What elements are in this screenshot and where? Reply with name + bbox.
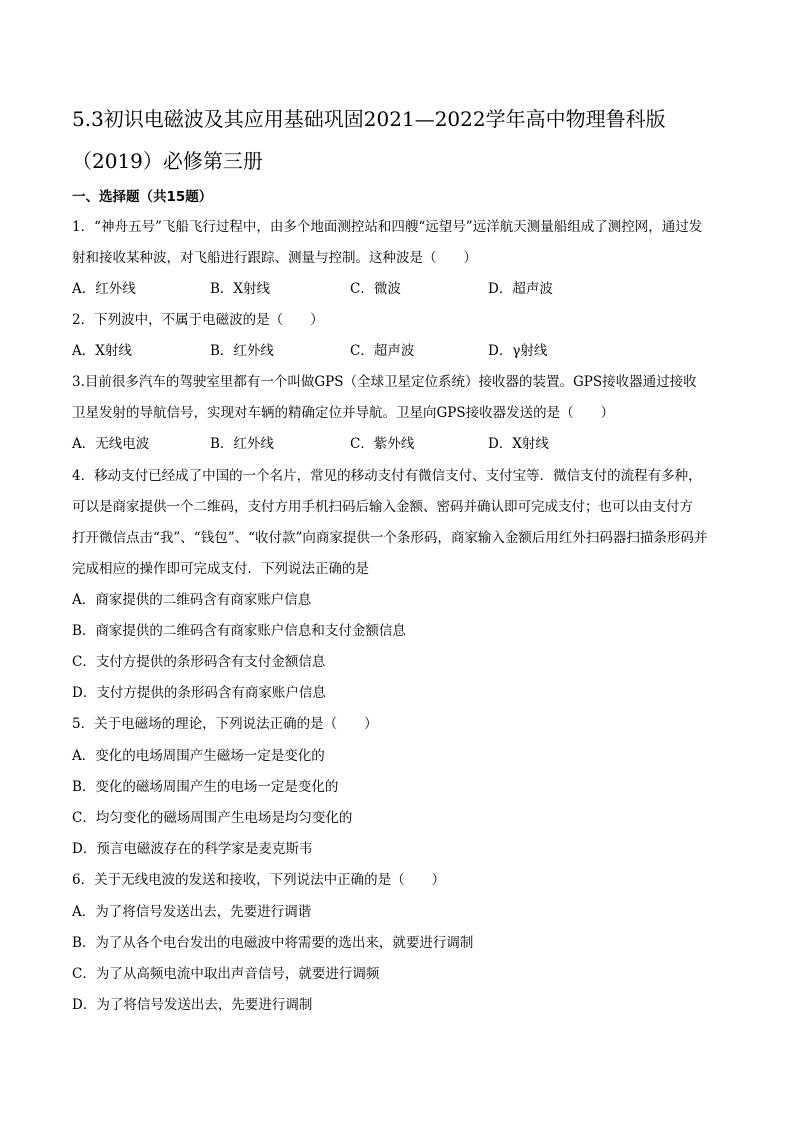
question-3-line-2: 卫星发射的导航信号，实现对车辆的精确定位并导航。卫星向GPS接收器发送的是（ ） [72,405,615,421]
question-4-option-a: A．商家提供的二维码含有商家账户信息 [72,592,312,608]
question-1-option-b: B．X射线 [210,281,271,297]
question-5-line-1: 5．关于电磁场的理论，下列说法正确的是（ ） [72,716,378,732]
question-5-option-c: C．均匀变化的磁场周围产生电场是均匀变化的 [72,810,353,826]
question-1-line-2: 射和接收某种波，对飞船进行跟踪、测量与控制。这种波是（ ） [72,250,477,266]
question-2-options [72,341,732,361]
question-4-line-3: 打开微信点击“我”、“钱包”、“收付款”向商家提供一个条形码，商家输入金额后用红外扫码器扫描条形码并 [72,530,708,546]
question-5-option-a: A．变化的电场周围产生磁场一定是变化的 [72,748,325,764]
question-3-line-1: 3.目前很多汽车的驾驶室里都有一个叫做GPS（全球卫星定位系统）接收器的装置。GPS接收器通过接收 [72,374,697,390]
question-2-option-b: B．红外线 [210,343,274,359]
question-6-option-b: B．为了从各个电台发出的电磁波中将需要的选出来，就要进行调制 [72,935,474,951]
question-3-option-a: A．无线电波 [72,436,150,452]
question-1-option-a: A．红外线 [72,281,136,297]
question-1-option-d: D．超声波 [488,281,553,297]
question-6-option-c: C．为了从高频电流中取出声音信号，就要进行调频 [72,966,380,982]
question-4-line-4: 完成相应的操作即可完成支付．下列说法正确的是 [72,561,369,577]
question-6-line-1: 6．关于无线电波的发送和接收，下列说法中正确的是（ ） [72,872,446,888]
question-3-option-c: C．紫外线 [350,436,415,452]
question-2-option-a: A．X射线 [72,343,132,359]
question-1-option-c: C．微波 [350,281,401,297]
question-5-option-d: D．预言电磁波存在的科学家是麦克斯韦 [72,841,313,857]
question-2-option-c: C．超声波 [350,343,415,359]
section-heading: 一、选择题（共15题） [72,189,213,205]
question-6-option-d: D．为了将信号发送出去，先要进行调制 [72,997,313,1013]
document-title-line-1: 5.3初识电磁波及其应用基础巩固2021—2022学年高中物理鲁科版 [72,107,666,131]
question-4-line-2: 可以是商家提供一个二维码，支付方用手机扫码后输入金额、密码并确认即可完成支付；也可以由支付方 [72,499,693,515]
question-2-line-1: 2．下列波中，不属于电磁波的是（ ） [72,312,324,328]
question-3-options [72,434,732,454]
question-3-option-b: B．红外线 [210,436,274,452]
question-5-option-b: B．变化的磁场周围产生的电场一定是变化的 [72,779,339,795]
question-6-option-a: A．为了将信号发送出去，先要进行调谐 [72,904,312,920]
question-4-option-d: D．支付方提供的条形码含有商家账户信息 [72,685,326,701]
question-1-options [72,279,732,299]
question-4-option-b: B．商家提供的二维码含有商家账户信息和支付金额信息 [72,623,406,639]
document-title-line-2: （2019）必修第三册 [72,149,263,173]
question-4-line-1: 4．移动支付已经成了中国的一个名片，常见的移动支付有微信支付、支付宝等．微信支付的流程有多种， [72,468,702,484]
question-3-option-d: D．X射线 [488,436,549,452]
question-4-option-c: C．支付方提供的条形码含有支付金额信息 [72,654,326,670]
question-2-option-d: D．γ射线 [488,343,548,359]
question-1-line-1: 1．“神舟五号”飞船飞行过程中，由多个地面测控站和四艘“远望号”远洋航天测量船组成了测控网，通过发 [72,219,703,235]
